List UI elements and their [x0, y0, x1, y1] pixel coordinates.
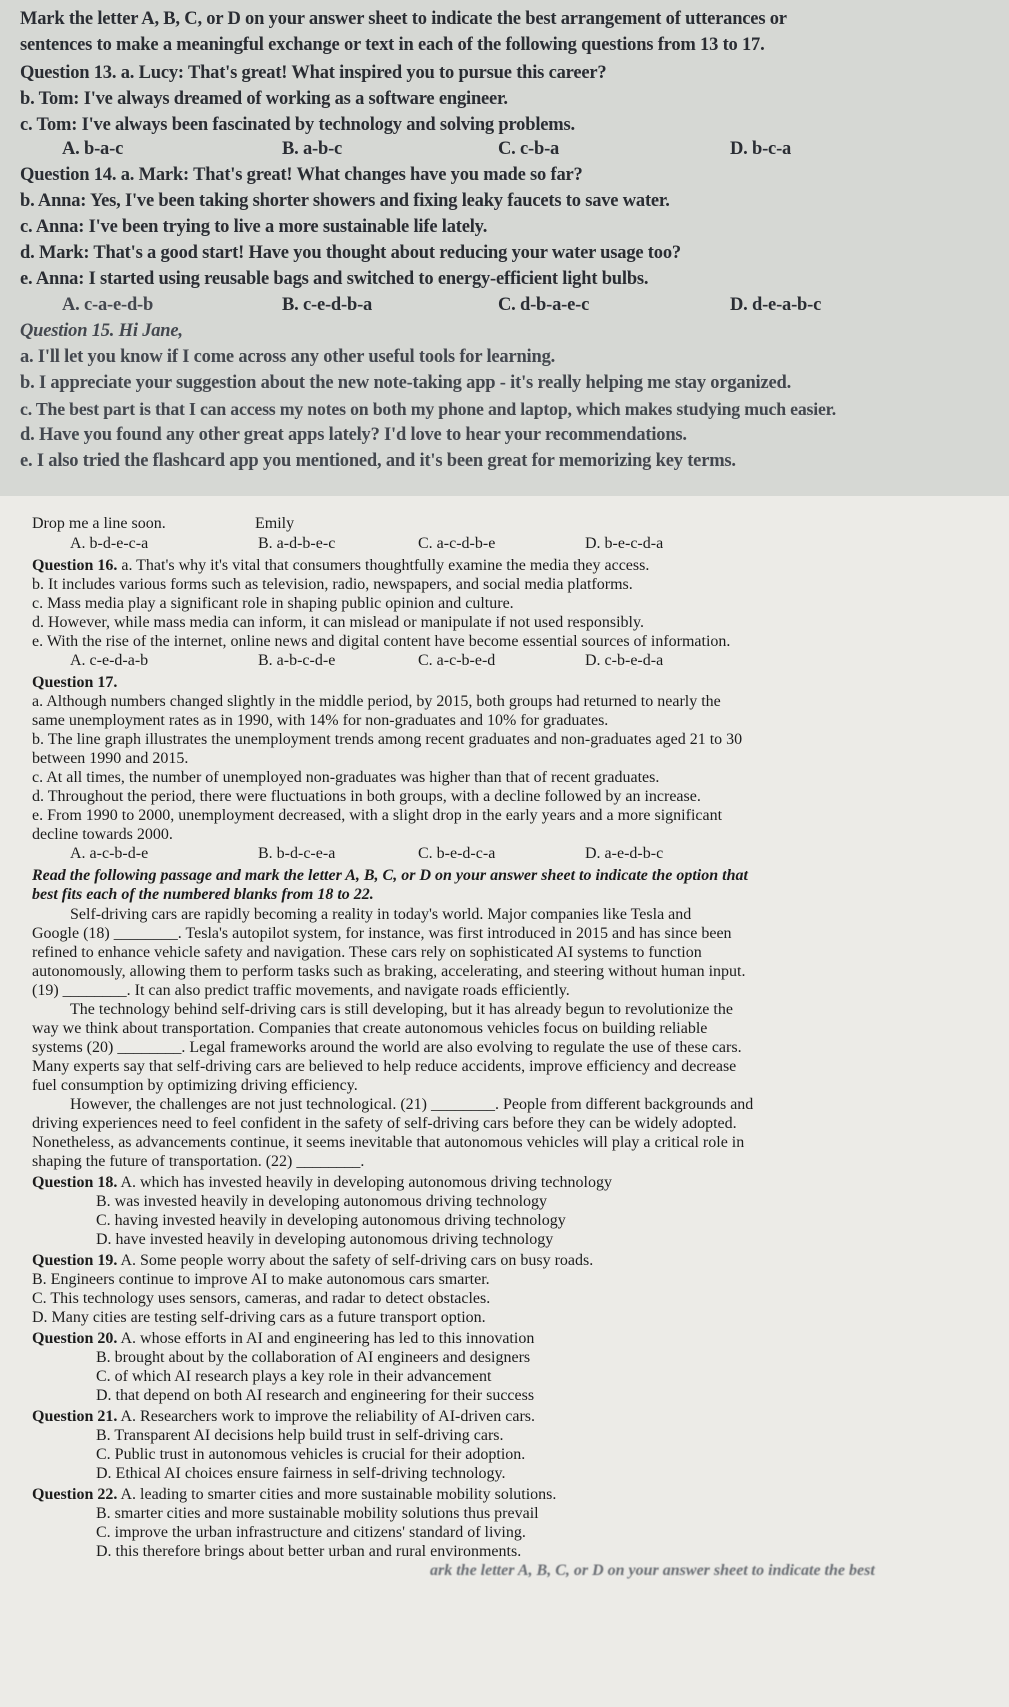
q14-option-c: C. d-b-a-e-c — [498, 295, 590, 315]
q21-d: D. Ethical AI choices ensure fairness in self-driving technology. — [96, 1465, 506, 1482]
q20-b: B. brought about by the collaboration of AI engineers and designers — [96, 1349, 531, 1366]
q17-a1: a. Although numbers changed slightly in the middle period, by 2015, both groups had returned to nearly the — [32, 693, 721, 710]
q16-option-c: C. a-c-b-e-d — [418, 652, 496, 669]
q14-option-d: D. d-e-a-b-c — [730, 295, 822, 315]
instruction-line-2: sentences to make a meaningful exchange or text in each of the following questions from 13 to 17. — [20, 35, 765, 55]
passage-line-5: (19) ________. It can also predict traffic movements, and navigate roads efficiently. — [32, 982, 570, 999]
top-section — [0, 0, 1009, 496]
q13-b: b. Tom: I've always dreamed of working as a software engineer. — [20, 89, 508, 109]
q21-a: Question 21. A. Researchers work to improve the reliability of AI-driven cars. — [32, 1408, 535, 1425]
q19-c: C. This technology uses sensors, cameras, and radar to detect obstacles. — [32, 1290, 491, 1307]
q16-c: c. Mass media play a significant role in shaping public opinion and culture. — [32, 595, 514, 612]
q21-c: C. Public trust in autonomous vehicles is crucial for their adoption. — [96, 1446, 526, 1463]
passage-instruction-2: best fits each of the numbered blanks from 18 to 22. — [32, 886, 374, 903]
q14-d: d. Mark: That's a good start! Have you thought about reducing your water usage too? — [20, 243, 681, 263]
q17-option-b: B. b-d-c-e-a — [258, 845, 336, 862]
q13-option-d: D. b-c-a — [730, 139, 792, 159]
passage-instruction-1: Read the following passage and mark the letter A, B, C, or D on your answer sheet to indicate the option that — [32, 867, 748, 884]
passage-line-12: driving experiences need to feel confident in the safety of self-driving cars before they can be widely adopted. — [32, 1115, 737, 1132]
passage-line-9: Many experts say that self-driving cars are believed to help reduce accidents, improve efficiency and decrease — [32, 1058, 737, 1075]
q15-e: e. I also tried the flashcard app you mentioned, and it's been great for memorizing key terms. — [20, 451, 736, 471]
q21-b: B. Transparent AI decisions help build trust in self-driving cars. — [96, 1427, 504, 1444]
q17-c: c. At all times, the number of unemployed non-graduates was higher than that of recent graduates. — [32, 769, 660, 786]
q14-c: c. Anna: I've been trying to live a more sustainable life lately. — [20, 217, 488, 237]
q19-d: D. Many cities are testing self-driving cars as a future transport option. — [32, 1309, 486, 1326]
q15-option-c: C. a-c-d-b-e — [418, 535, 496, 552]
passage-line-2: Google (18) ________. Tesla's autopilot system, for instance, was first introduced in 2015 and has since been — [32, 925, 732, 942]
passage-line-14: shaping the future of transportation. (22) ________. — [32, 1153, 365, 1170]
q17-a2: same unemployment rates as in 1990, with 14% for non-graduates and 10% for graduates. — [32, 712, 609, 729]
q17-e2: decline towards 2000. — [32, 826, 173, 843]
passage-line-6: The technology behind self-driving cars is still developing, but it has already begun to revolutionize the — [70, 1001, 733, 1018]
q18-d: D. have invested heavily in developing autonomous driving technology — [96, 1231, 554, 1248]
q15-d: d. Have you found any other great apps lately? I'd love to hear your recommendations. — [20, 425, 687, 445]
q18-c: C. having invested heavily in developing autonomous driving technology — [96, 1212, 566, 1229]
bottom-section — [0, 496, 1009, 1707]
q22-a: Question 22. A. leading to smarter cities and more sustainable mobility solutions. — [32, 1486, 557, 1503]
passage-line-13: Nonetheless, as advancements continue, it seems inevitable that autonomous vehicles will play a critical role in — [32, 1134, 745, 1151]
cutoff-instruction-line: ark the letter A, B, C, or D on your answer sheet to indicate the best — [430, 1562, 875, 1579]
q13-option-b: B. a-b-c — [282, 139, 343, 159]
q15-b: b. I appreciate your suggestion about the new note-taking app - it's really helping me stay organized. — [20, 373, 792, 393]
q22-d: D. this therefore brings about better urban and rural environments. — [96, 1543, 522, 1560]
passage-line-10: fuel consumption by optimizing driving efficiency. — [32, 1077, 358, 1094]
q22-b: B. smarter cities and more sustainable mobility solutions thus prevail — [96, 1505, 539, 1522]
passage-line-11: However, the challenges are not just technological. (21) ________. People from different backgrounds and — [70, 1096, 754, 1113]
q20-d: D. that depend on both AI research and engineering for their success — [96, 1387, 535, 1404]
q14-option-a: A. c-a-e-d-b — [62, 295, 154, 315]
passage-line-3: refined to enhance vehicle safety and navigation. These cars rely on sophisticated AI systems to function — [32, 944, 702, 961]
q14-b: b. Anna: Yes, I've been taking shorter showers and fixing leaky faucets to save water. — [20, 191, 670, 211]
q20-c: C. of which AI research plays a key role in their advancement — [96, 1368, 492, 1385]
q13-option-c: C. c-b-a — [498, 139, 560, 159]
q15-c: c. The best part is that I can access my notes on both my phone and laptop, which makes studying much easier. — [20, 399, 836, 419]
passage-line-7: way we think about transportation. Companies that create autonomous vehicles focus on building reliable — [32, 1020, 708, 1037]
q16-option-d: D. c-b-e-d-a — [585, 652, 664, 669]
q17-e1: e. From 1990 to 2000, unemployment decreased, with a slight drop in the early years and a more significant — [32, 807, 723, 824]
q16-line-a: Question 16. a. That's why it's vital that consumers thoughtfully examine the media they access. — [32, 557, 650, 574]
q16-b: b. It includes various forms such as television, radio, newspapers, and social media platforms. — [32, 576, 633, 593]
q15-signature: Emily — [255, 515, 295, 532]
q22-c: C. improve the urban infrastructure and citizens' standard of living. — [96, 1524, 526, 1541]
q14-a: Question 14. a. Mark: That's great! What changes have you made so far? — [20, 165, 583, 185]
q17-b2: between 1990 and 2015. — [32, 750, 189, 767]
q20-a: Question 20. A. whose efforts in AI and engineering has led to this innovation — [32, 1330, 535, 1347]
q13-a: Question 13. a. Lucy: That's great! What inspired you to pursue this career? — [20, 63, 607, 83]
q15-a: a. I'll let you know if I come across any other useful tools for learning. — [20, 347, 556, 367]
q13-c: c. Tom: I've always been fascinated by technology and solving problems. — [20, 115, 575, 135]
q19-b: B. Engineers continue to improve AI to make autonomous cars smarter. — [32, 1271, 490, 1288]
q16-option-b: B. a-b-c-d-e — [258, 652, 336, 669]
q15-option-a: A. b-d-e-c-a — [70, 535, 149, 552]
q17-label: Question 17. — [32, 674, 118, 691]
q19-a: Question 19. A. Some people worry about the safety of self-driving cars on busy roads. — [32, 1252, 594, 1269]
q14-e: e. Anna: I started using reusable bags and switched to energy-efficient light bulbs. — [20, 269, 649, 289]
q16-e: e. With the rise of the internet, online news and digital content have become essential sources of information. — [32, 633, 731, 650]
q17-d: d. Throughout the period, there were fluctuations in both groups, with a decline followed by an increase. — [32, 788, 701, 805]
q17-b1: b. The line graph illustrates the unemployment trends among recent graduates and non-graduates aged 21 to 30 — [32, 731, 743, 748]
q13-option-a: A. b-a-c — [62, 139, 124, 159]
q15-option-d: D. b-e-c-d-a — [585, 535, 664, 552]
q15-closing: Drop me a line soon. — [32, 515, 166, 532]
q16-d: d. However, while mass media can inform, it can mislead or manipulate if not used responsibly. — [32, 614, 644, 631]
instruction-line-1: Mark the letter A, B, C, or D on your answer sheet to indicate the best arrangement of utterances or — [20, 9, 787, 29]
q17-option-d: D. a-e-d-b-c — [585, 845, 664, 862]
q16-option-a: A. c-e-d-a-b — [70, 652, 149, 669]
q15-head: Question 15. Hi Jane, — [20, 321, 183, 341]
q18-b: B. was invested heavily in developing autonomous driving technology — [96, 1193, 548, 1210]
q17-option-a: A. a-c-b-d-e — [70, 845, 149, 862]
passage-line-4: autonomously, allowing them to perform tasks such as braking, accelerating, and steering without human input. — [32, 963, 746, 980]
q15-option-b: B. a-d-b-e-c — [258, 535, 336, 552]
passage-line-8: systems (20) ________. Legal frameworks around the world are also evolving to regulate the use of these cars. — [32, 1039, 742, 1056]
q18-a: Question 18. A. which has invested heavily in developing autonomous driving technology — [32, 1174, 612, 1191]
passage-line-1: Self-driving cars are rapidly becoming a reality in today's world. Major companies like Tesla and — [70, 906, 692, 923]
q17-option-c: C. b-e-d-c-a — [418, 845, 496, 862]
q14-option-b: B. c-e-d-b-a — [282, 295, 373, 315]
